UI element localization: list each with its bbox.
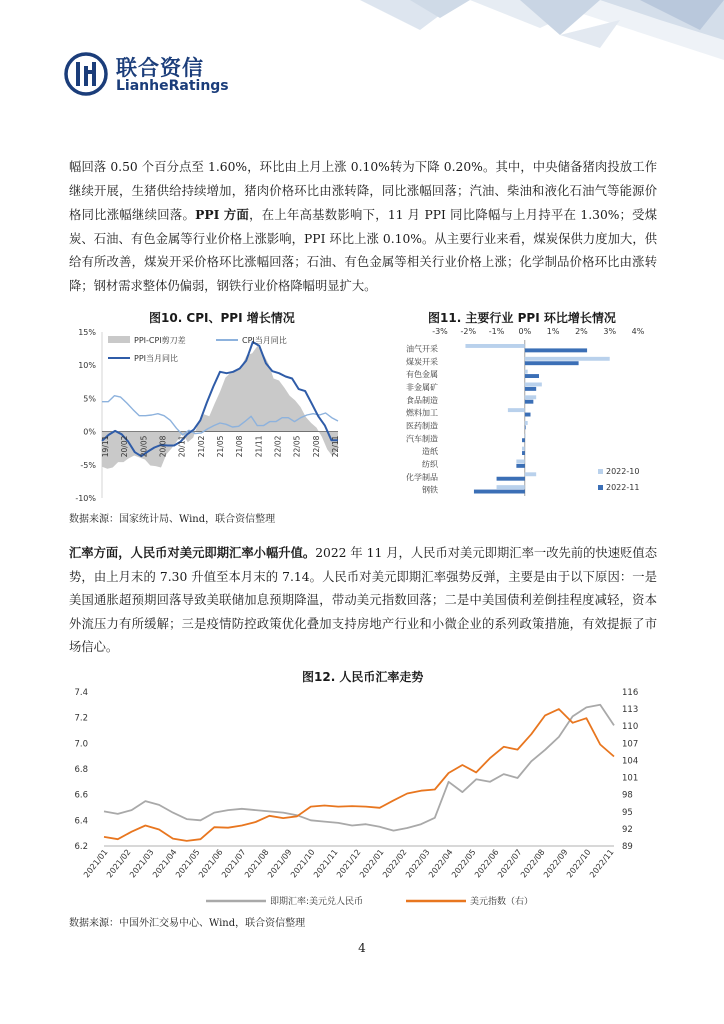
category-label: 燃料加工: [406, 408, 438, 418]
x-tick-label: 2021/08: [243, 847, 271, 880]
legend-swatch: [598, 469, 603, 474]
y-right-tick-label: 101: [622, 773, 639, 784]
para2-text: 2022 年 11 月，人民币对美元即期汇率一改先前的快速贬值态势，由上月末的 7.30 升值至本月末的 7.14。人民币对美元即期汇率强势反弹，主要是由于以下原因：一是美国通胀超预期回落导致美联储加息预期降温，带动美元指数回落；二是中美国债利差倒挂程度减轻，资本外流压力有所缓解；三是疫情防控政策优化叠加支持房地产行业和小微企业的系列政策措施，有效提振了市场信心。: [69, 546, 657, 655]
x-tick-label: 20/11: [177, 435, 187, 458]
figure-10-title: 图10. CPI、PPI 增长情况: [149, 311, 295, 325]
bar-2022-10: [525, 370, 528, 374]
y-left-tick-label: 6.4: [74, 816, 88, 827]
y-right-tick-label: 92: [622, 824, 633, 835]
bar-2022-11: [525, 387, 536, 391]
x-tick-label: 3%: [603, 327, 617, 336]
legend-label: 2022-11: [606, 483, 640, 492]
x-tick-label: 2022/11: [588, 847, 616, 880]
x-tick-label: 19/11: [101, 435, 110, 458]
y-tick-label: 0%: [83, 427, 96, 437]
x-tick-label: 22/11: [331, 435, 340, 458]
y-left-tick-label: 7.0: [74, 739, 88, 750]
series-line-dollar-index: [104, 709, 614, 841]
x-tick-label: 2022/10: [565, 847, 593, 880]
bar-2022-10: [525, 421, 528, 425]
category-label: 有色金属: [406, 370, 438, 380]
figure-12-source: 数据来源：中国外汇交易中心、Wind，联合资信整理: [69, 918, 306, 929]
bar-2022-10: [516, 460, 524, 464]
bar-2022-11: [525, 425, 526, 429]
legend-label: 2022-10: [606, 467, 640, 476]
bar-2022-11: [525, 361, 579, 365]
x-tick-label: 22/08: [311, 435, 321, 458]
bar-2022-11: [525, 413, 531, 417]
legend-label: CPI当月同比: [242, 336, 287, 345]
x-tick-label: 2022/06: [473, 847, 501, 880]
x-tick-label: 2022/05: [450, 847, 478, 880]
bar-2022-10: [522, 447, 525, 451]
figure-10-11-source: 数据来源：国家统计局、Wind，联合资信整理: [69, 514, 276, 525]
x-tick-label: 21/11: [254, 435, 264, 458]
figure-12-chart: [66, 684, 658, 906]
bar-2022-10: [508, 408, 525, 412]
y-right-tick-label: 89: [622, 842, 633, 852]
x-tick-label: 2021/07: [220, 847, 248, 880]
category-label: 纺织: [422, 459, 438, 469]
x-tick-label: 2%: [575, 327, 588, 336]
bar-2022-11: [516, 464, 524, 468]
y-right-tick-label: 110: [622, 722, 639, 733]
y-right-tick-label: 113: [622, 705, 639, 716]
category-label: 非金属矿: [406, 382, 438, 392]
paragraph-cpi-ppi: [69, 156, 657, 299]
x-tick-label: 1%: [546, 327, 560, 336]
y-right-tick-label: 98: [622, 790, 633, 801]
x-tick-label: 20/08: [158, 435, 168, 458]
company-logo: [64, 48, 229, 104]
y-right-tick-label: 104: [622, 756, 639, 767]
bar-2022-10: [525, 357, 610, 361]
y-tick-label: -10%: [75, 494, 96, 503]
para1-text-b: ，在上年高基数影响下，11 月 PPI 同比降幅与上月持平在 1.30%；受煤炭、石油、有色金属等行业价格上涨影响，PPI 环比上涨 0.10%。从主要行业来看，煤炭保供力度加大，供给有所改善，煤炭开采价格环比涨幅回落；石油、有色金属等相关行业价格上涨；化学制品价格环比由涨转降；钢材需求整体仍偏弱，钢铁行业价格降幅明显扩大。: [69, 208, 657, 293]
para1-text-a: 幅回落 0.50 个百分点至 1.60%，环比由上月上涨 0.10%转为下降 0.20%。其中，中央储备猪肉投放工作继续开展，生猪供给持续增加，猪肉价格环比由涨转降，同比涨幅回落；汽油、柴油和液化石油气等能源价格同比涨幅继续回落。: [69, 160, 657, 223]
x-tick-label: 4%: [631, 327, 645, 336]
category-label: 油气开采: [406, 344, 438, 354]
x-tick-label: 2021/10: [289, 847, 317, 880]
x-tick-label: 2021/06: [197, 847, 225, 880]
category-label: 医药制造: [406, 421, 438, 431]
category-label: 钢铁: [422, 485, 438, 495]
figure-12-title: 图12. 人民币汇率走势: [302, 670, 424, 684]
bar-2022-10: [525, 434, 526, 438]
x-tick-label: 0%: [518, 327, 532, 336]
x-tick-label: 2021/04: [151, 847, 179, 880]
x-tick-label: 2022/08: [519, 847, 547, 880]
y-right-tick-label: 116: [622, 688, 639, 698]
bar-2022-11: [474, 490, 525, 494]
category-label: 造纸: [422, 447, 438, 457]
para1-bold-lead: PPI 方面: [195, 207, 250, 223]
bar-2022-11: [522, 438, 525, 442]
bar-2022-11: [525, 374, 539, 378]
x-tick-label: 2021/02: [105, 847, 133, 880]
legend-label: 美元指数（右）: [470, 897, 534, 906]
x-tick-label: 2021/03: [128, 847, 156, 880]
bar-2022-10: [525, 472, 536, 476]
category-label: 煤炭开采: [406, 357, 438, 367]
category-label: 汽车制造: [406, 434, 438, 444]
x-tick-label: 2022/02: [381, 847, 409, 880]
y-tick-label: 15%: [78, 328, 96, 337]
bar-2022-10: [497, 485, 525, 489]
y-left-tick-label: 6.6: [74, 790, 88, 801]
figure-11-chart: [390, 324, 660, 500]
figure-11-title: 图11. 主要行业 PPI 环比增长情况: [428, 311, 616, 325]
bar-2022-10: [465, 344, 524, 348]
x-tick-label: 2021/12: [335, 847, 363, 880]
legend-swatch: [598, 485, 603, 490]
category-label: 食品制造: [406, 395, 438, 405]
x-tick-label: 21/05: [216, 435, 225, 458]
y-right-tick-label: 95: [622, 807, 633, 818]
x-tick-label: -3%: [432, 327, 448, 336]
legend-label: 即期汇率:美元兑人民币: [270, 897, 364, 906]
paragraph-exchange-rate: [69, 541, 657, 660]
bar-2022-11: [497, 477, 525, 481]
y-tick-label: 10%: [78, 361, 96, 371]
x-tick-label: -2%: [460, 327, 477, 336]
category-label: 化学制品: [406, 472, 438, 482]
y-tick-label: 5%: [83, 394, 96, 404]
page-number: 4: [358, 941, 366, 955]
y-tick-label: -5%: [80, 460, 96, 470]
x-tick-label: 2022/09: [542, 847, 570, 880]
y-right-tick-label: 107: [622, 739, 639, 750]
legend-label: PPI当月同比: [134, 354, 179, 363]
bar-2022-10: [525, 395, 536, 399]
x-tick-label: 2022/07: [496, 847, 524, 880]
lianhe-logo-icon: [64, 52, 108, 96]
y-left-tick-label: 6.8: [74, 765, 88, 775]
legend-swatch-gap: [108, 336, 130, 343]
x-tick-label: -1%: [488, 327, 505, 336]
y-left-tick-label: 7.2: [74, 713, 88, 724]
y-left-tick-label: 7.4: [74, 688, 88, 698]
x-tick-label: 2022/01: [358, 847, 386, 880]
x-tick-label: 20/02: [120, 435, 130, 458]
bar-2022-11: [522, 451, 525, 455]
bar-2022-11: [525, 400, 533, 404]
series-line-usdcny: [104, 705, 614, 831]
logo-chinese-name: 联合资信: [116, 56, 204, 80]
y-left-tick-label: 6.2: [74, 842, 88, 852]
x-tick-label: 21/08: [235, 435, 245, 458]
x-tick-label: 2021/05: [174, 847, 202, 880]
figure-10-chart: [66, 326, 356, 508]
x-tick-label: 2022/04: [427, 847, 455, 880]
bar-2022-10: [525, 383, 542, 387]
logo-english-name: LianheRatings: [116, 78, 229, 94]
x-tick-label: 22/05: [292, 435, 302, 458]
para2-bold-lead: 汇率方面，人民币对美元即期汇率小幅升值。: [69, 545, 316, 560]
x-tick-label: 2021/11: [312, 847, 340, 880]
x-tick-label: 2021/01: [82, 847, 110, 880]
x-tick-label: 21/02: [196, 435, 206, 458]
x-tick-label: 22/02: [273, 435, 283, 458]
bar-2022-11: [525, 348, 587, 352]
x-tick-label: 2021/09: [266, 847, 294, 880]
legend-label: PPI-CPI剪刀差: [134, 336, 186, 345]
x-tick-label: 20/05: [139, 435, 149, 458]
x-tick-label: 2022/03: [404, 847, 432, 880]
